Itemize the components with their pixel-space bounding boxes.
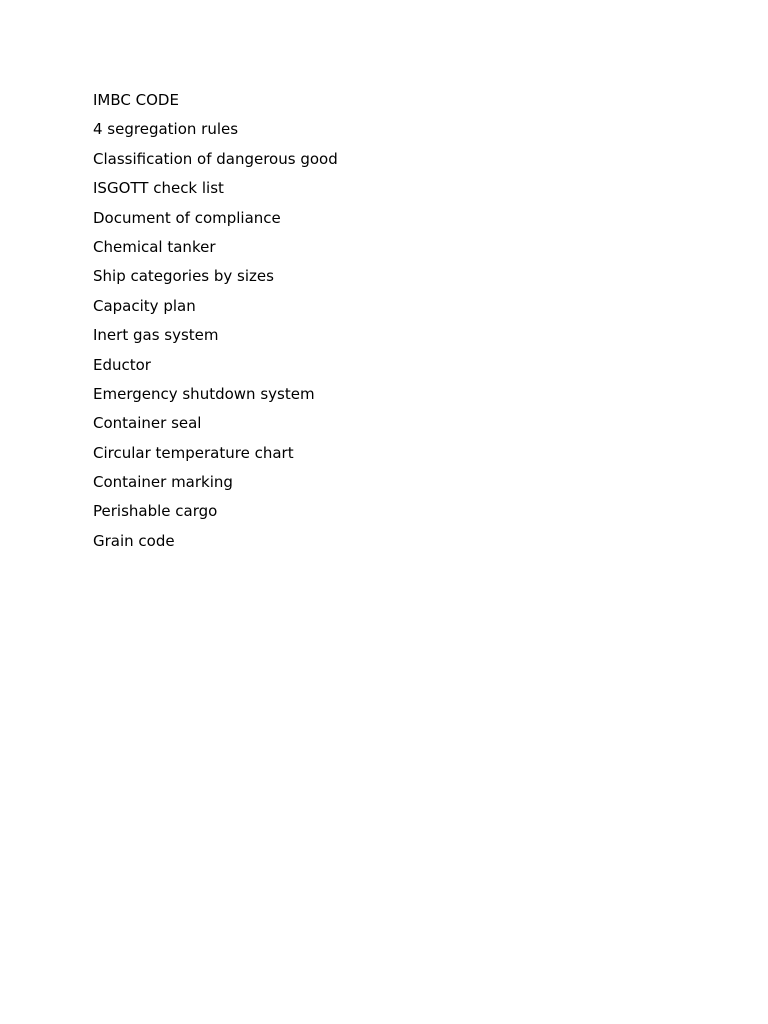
topic-line: Classification of dangerous good bbox=[93, 149, 338, 168]
topic-line: Container seal bbox=[93, 414, 202, 433]
topic-line: Circular temperature chart bbox=[93, 443, 294, 462]
topic-line: 4 segregation rules bbox=[93, 120, 239, 139]
topic-line: Emergency shutdown system bbox=[93, 384, 315, 403]
topic-line: Perishable cargo bbox=[93, 502, 218, 521]
topic-line: Inert gas system bbox=[93, 326, 219, 345]
topic-line: Document of compliance bbox=[93, 208, 281, 227]
topic-line: Container marking bbox=[93, 473, 233, 492]
topic-line: IMBC CODE bbox=[93, 91, 179, 109]
topic-line: Grain code bbox=[93, 531, 175, 550]
topic-list bbox=[93, 86, 338, 556]
topic-line: Eductor bbox=[93, 355, 151, 374]
topic-line: Chemical tanker bbox=[93, 237, 216, 256]
topic-line: Ship categories by sizes bbox=[93, 267, 274, 286]
topic-line: Capacity plan bbox=[93, 296, 196, 315]
topic-line: ISGOTT check list bbox=[93, 179, 224, 198]
